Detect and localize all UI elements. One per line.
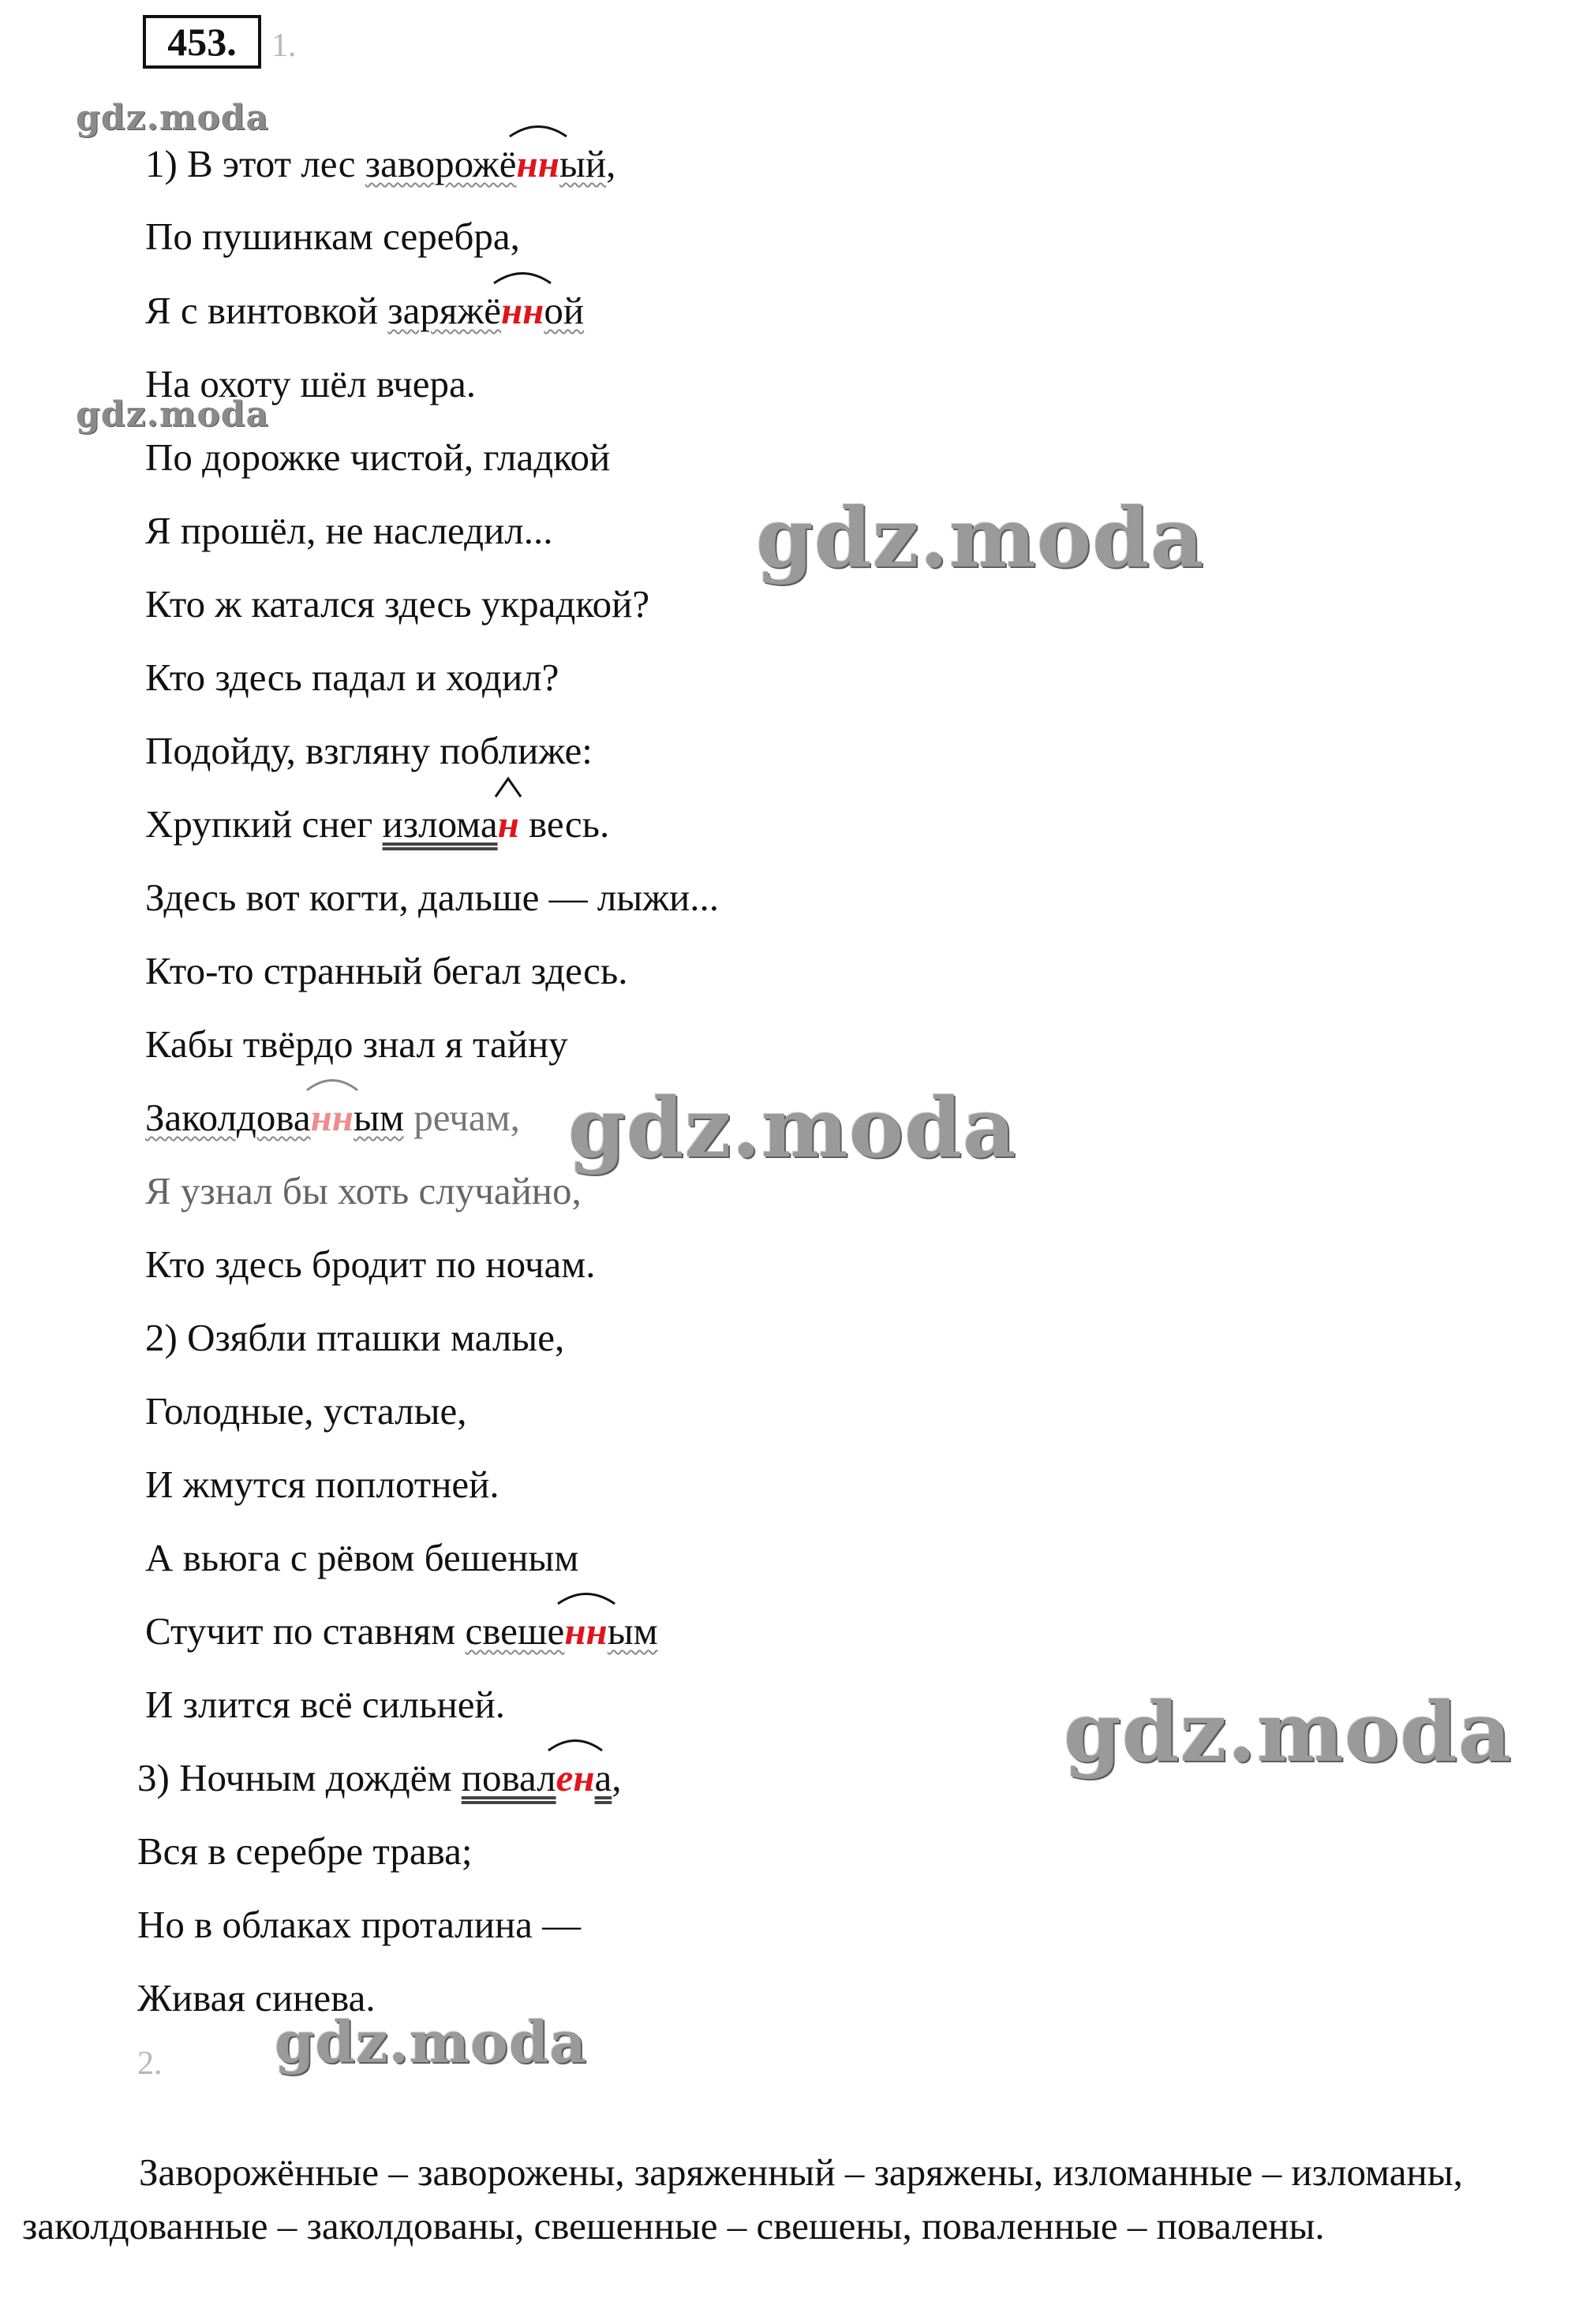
suffix-mark: н — [497, 802, 519, 846]
suffix-arc-icon — [492, 775, 524, 799]
watermark: gdz.moda — [756, 489, 1205, 586]
poem-line-9: Подойду, взгляну поближе: — [145, 729, 593, 772]
poem-line-23: 3) Ночным дождём повал ена, — [137, 1754, 622, 1802]
suffix-mark: нн — [516, 142, 559, 185]
poem-line-18: Голодные, усталые, — [145, 1389, 467, 1433]
section-1-marker: 1. — [271, 28, 297, 64]
poem-line-12: Кто-то странный бегал здесь. — [145, 949, 628, 992]
highlighted-word: свеше нным — [465, 1609, 657, 1653]
poem-line-7: Кто ж катался здесь украдкой? — [145, 582, 650, 626]
poem-line-17: 2) Озябли пташки малые, — [145, 1316, 565, 1359]
answer-paragraph: Заворожённые – заворожены, заряженный – заряжены, изломанные – изломаны, заколдованные – заколдованы, свешенные – свешены, поваленные – повалены. — [22, 2150, 1463, 2247]
highlighted-word: излома н — [383, 802, 519, 846]
highlighted-word: заряжё нной — [387, 289, 584, 332]
poem-line-6: Я прошёл, не наследил... — [145, 509, 553, 552]
poem-line-15: Я узнал бы хоть случайно, — [145, 1169, 582, 1212]
highlighted-word: повал ена — [462, 1756, 612, 1799]
watermark: gdz.moda — [76, 394, 270, 435]
highlighted-word: Заколдова нным — [145, 1096, 404, 1139]
poem-line-16: Кто здесь бродит по ночам. — [145, 1242, 596, 1286]
highlighted-word: заворожё нный — [365, 142, 606, 185]
suffix-arc-icon — [507, 115, 570, 139]
section-2-marker: 2. — [137, 2046, 163, 2082]
suffix-arc-icon — [545, 1729, 605, 1753]
poem-line-5: По дорожке чистой, гладкой — [145, 435, 611, 479]
poem-line-4: На охоту шёл вчера. — [145, 362, 477, 405]
poem-line-2: По пушинкам серебра, — [145, 215, 520, 258]
watermark: gdz.moda — [1064, 1683, 1513, 1780]
poem-line-26: Живая синева. — [137, 1976, 376, 2019]
poem-line-8: Кто здесь падал и ходил? — [145, 656, 559, 699]
poem-line-25: Но в облаках проталина — — [137, 1903, 582, 1946]
poem-line-24: Вся в серебре трава; — [137, 1829, 473, 1873]
suffix-mark: нн — [564, 1609, 608, 1653]
exercise-number: 453. — [143, 15, 261, 69]
poem-line-14: Заколдова нным речам, — [145, 1094, 520, 1141]
poem-line-22: И злится всё сильней. — [145, 1683, 506, 1726]
suffix-mark: нн — [500, 289, 544, 332]
poem-line-21: Стучит по ставням свеше нным — [145, 1608, 658, 1655]
poem-line-10: Хрупкий снег излома н весь. — [145, 801, 609, 848]
suffix-arc-icon — [555, 1582, 618, 1606]
poem-line-3: Я с винтовкой заряжё нной — [145, 287, 584, 334]
watermark: gdz.moda — [568, 1079, 1017, 1176]
suffix-arc-icon — [304, 1069, 361, 1093]
poem-line-20: А вьюга с рёвом бешеным — [145, 1536, 579, 1579]
poem-line-19: И жмутся поплотней. — [145, 1463, 499, 1506]
watermark: gdz.moda — [76, 98, 270, 138]
watermark: gdz.moda — [275, 2008, 587, 2076]
poem-line-1: 1) В этот лес заворожё нный, — [145, 140, 615, 188]
poem-line-13: Кабы твёрдо знал я тайну — [145, 1022, 568, 1066]
suffix-mark: ен — [556, 1756, 595, 1799]
suffix-mark: нн — [310, 1096, 354, 1139]
poem-line-11: Здесь вот когти, дальше — лыжи... — [145, 876, 720, 919]
suffix-arc-icon — [491, 262, 554, 286]
